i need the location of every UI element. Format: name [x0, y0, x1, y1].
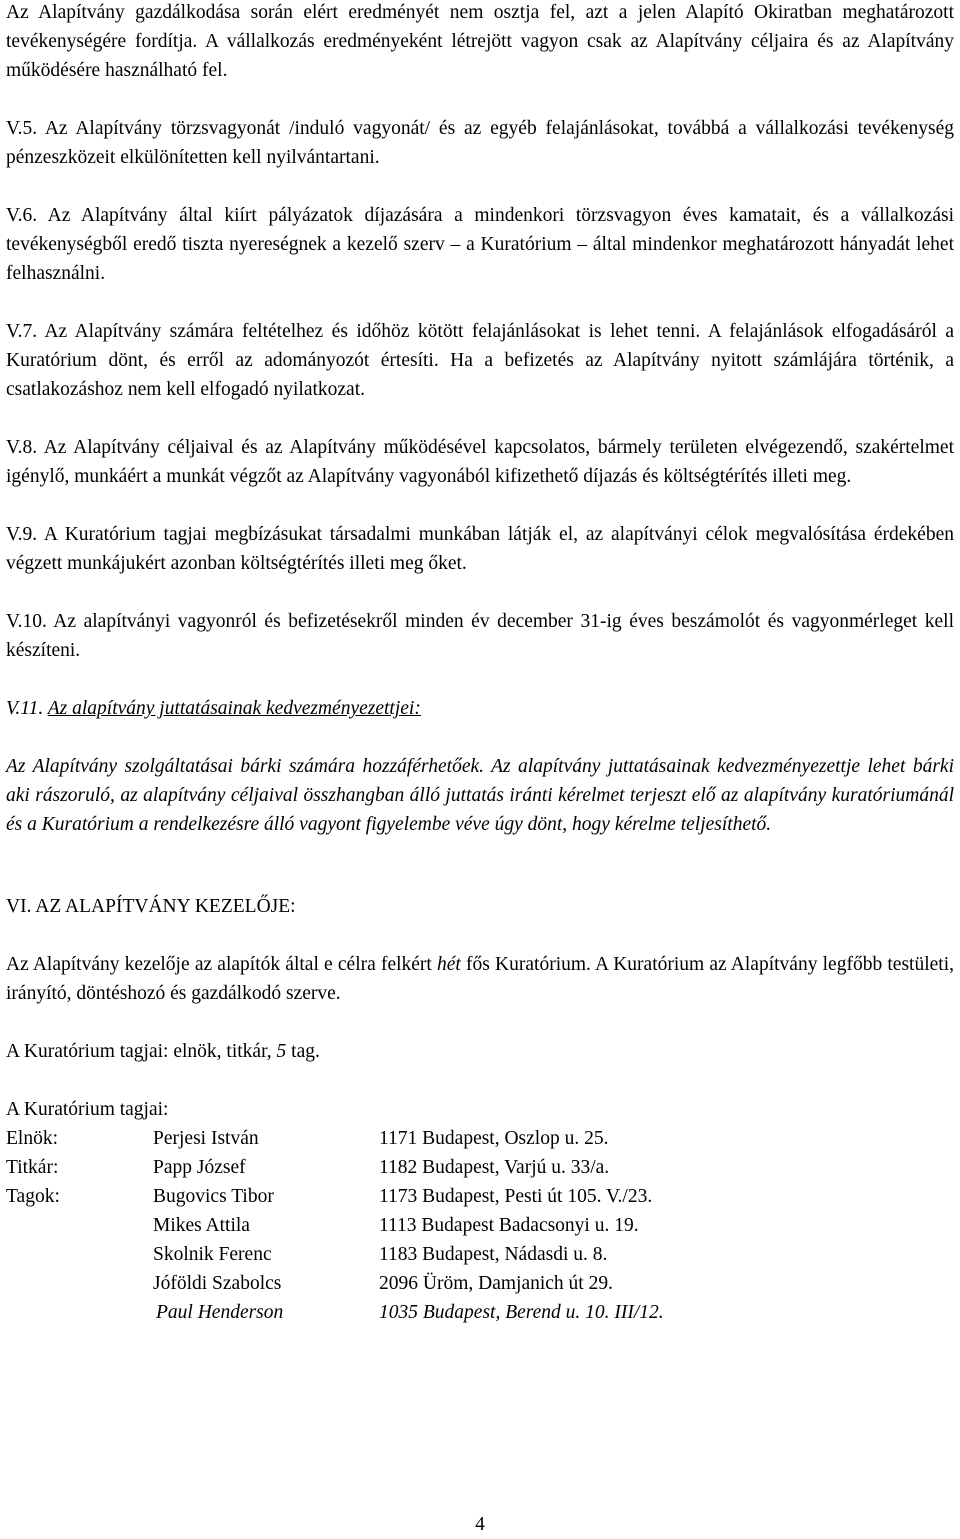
member-row — [6, 1182, 664, 1211]
paragraph-v8: V.8. Az Alapítvány céljaival és az Alapítvány működésével kapcsolatos, bármely területen elvégezendő, szakértelmet igénylő, munkáért a munkát végzőt az Alapítvány vagyonából kifizethető díjazás és költségtérítés illeti meg. — [6, 437, 954, 487]
member-name: Paul Henderson — [156, 1302, 284, 1323]
section-v11-body: Az Alapítvány szolgáltatásai bárki számára hozzáférhetőek. Az alapítvány juttatásainak kedvezményezettje lehet bárki aki rászoruló, az alapítvány céljaival összhangban álló juttatás iránti kérelmet terjeszt elő az alapítvány kuratóriumánál és a Kuratórium a rendelkezésre álló vagyont figyelembe véve úgy dönt, hogy kérelme teljesíthető. — [6, 756, 954, 835]
member-name: Bugovics Tibor — [153, 1186, 274, 1207]
intro-paragraph: Az Alapítvány gazdálkodása során elért eredményét nem osztja fel, azt a jelen Alapító Okiratban meghatározott tevékenységére fordítja. A vállalkozás eredményeként létrejött vagyon csak az Alapítvány céljaira és az Alapítvány működésére használható fel. — [6, 2, 954, 81]
manager-text-before: Az Alapítvány kezelője az alapítók által e célra felkért — [6, 954, 438, 975]
chapter-heading: VI. AZ ALAPÍTVÁNY KEZELŐJE: — [6, 896, 296, 917]
paragraph-v9: V.9. A Kuratórium tagjai megbízásukat társadalmi munkában látják el, az alapítványi célok megvalósítása érdekében végzett munkájukért azonban költségtérítés illeti meg őket. — [6, 524, 954, 574]
paragraph-v6: V.6. Az Alapítvány által kiírt pályázatok díjazására a mindenkori törzsvagyon éves kamatait, és a vállalkozási tevékenységből eredő tiszta nyereségnek a kezelő szerv – a Kuratórium – által mindenkor meghatározott hányadát lehet felhasználni. — [6, 205, 954, 284]
members-list-title: A Kuratórium tagjai: — [6, 1099, 169, 1120]
member-role — [6, 1211, 153, 1240]
section-v11-number: V.11. — [6, 698, 44, 719]
paragraph-v7: V.7. Az Alapítvány számára feltételhez és időhöz kötött felajánlásokat is lehet tenni. A felajánlások elfogadásáról a Kuratórium dönt, és erről az adományozót értesíti. Ha a befizetés az Alapítvány nyitott számlájára történik, a csatlakozáshoz nem kell elfogadó nyilatkozat. — [6, 321, 954, 400]
member-row — [6, 1240, 664, 1269]
member-role: Elnök: — [6, 1128, 58, 1149]
member-role — [6, 1269, 153, 1298]
member-name: Skolnik Ferenc — [153, 1244, 272, 1265]
members-table — [6, 1124, 664, 1327]
paragraph-v10: V.10. Az alapítványi vagyonról és befizetésekről minden év december 31-ig éves beszámolót és vagyonmérleget kell készíteni. — [6, 611, 954, 661]
manager-text-after: fős Kuratórium. A Kuratórium az Alapítvány legfőbb testületi, irányító, döntéshozó és gazdálkodó szerve. — [6, 954, 954, 1004]
member-address: 1173 Budapest, Pesti út 105. V./23. — [379, 1186, 653, 1207]
member-name: Papp József — [153, 1157, 246, 1178]
member-address: 1171 Budapest, Oszlop u. 25. — [379, 1128, 609, 1149]
member-role — [6, 1298, 153, 1327]
members-summary-before: A Kuratórium tagjai: elnök, titkár, — [6, 1041, 277, 1062]
member-name: Mikes Attila — [153, 1215, 250, 1236]
section-v11-heading — [6, 694, 954, 723]
member-name: Jóföldi Szabolcs — [153, 1273, 282, 1294]
member-address: 1182 Budapest, Varjú u. 33/a. — [379, 1157, 610, 1178]
member-role — [6, 1240, 153, 1269]
manager-paragraph — [6, 950, 954, 1008]
member-name: Perjesi István — [153, 1128, 259, 1149]
member-row — [6, 1124, 664, 1153]
member-row — [6, 1269, 664, 1298]
member-address: 2096 Üröm, Damjanich út 29. — [379, 1273, 613, 1294]
page-number: 4 — [475, 1514, 485, 1535]
members-summary-after: tag. — [286, 1041, 320, 1062]
member-row — [6, 1153, 664, 1182]
paragraph-v5: V.5. Az Alapítvány törzsvagyonát /induló vagyonát/ és az egyéb felajánlásokat, továbbá a vállalkozási tevékenység pénzeszközeit elkülönítetten kell nyilvántartani. — [6, 118, 954, 168]
member-role: Titkár: — [6, 1157, 59, 1178]
member-address: 1113 Budapest Badacsonyi u. 19. — [379, 1215, 639, 1236]
member-role: Tagok: — [6, 1186, 60, 1207]
member-row — [6, 1298, 664, 1327]
member-address: 1183 Budapest, Nádasdi u. 8. — [379, 1244, 608, 1265]
members-summary-italic: 5 — [276, 1041, 287, 1062]
member-row — [6, 1211, 664, 1240]
member-address: 1035 Budapest, Berend u. 10. III/12. — [379, 1302, 664, 1323]
members-summary — [6, 1037, 954, 1066]
section-v11-title: Az alapítvány juttatásainak kedvezményezettjei: — [47, 698, 421, 719]
manager-text-italic: hét — [437, 954, 461, 975]
